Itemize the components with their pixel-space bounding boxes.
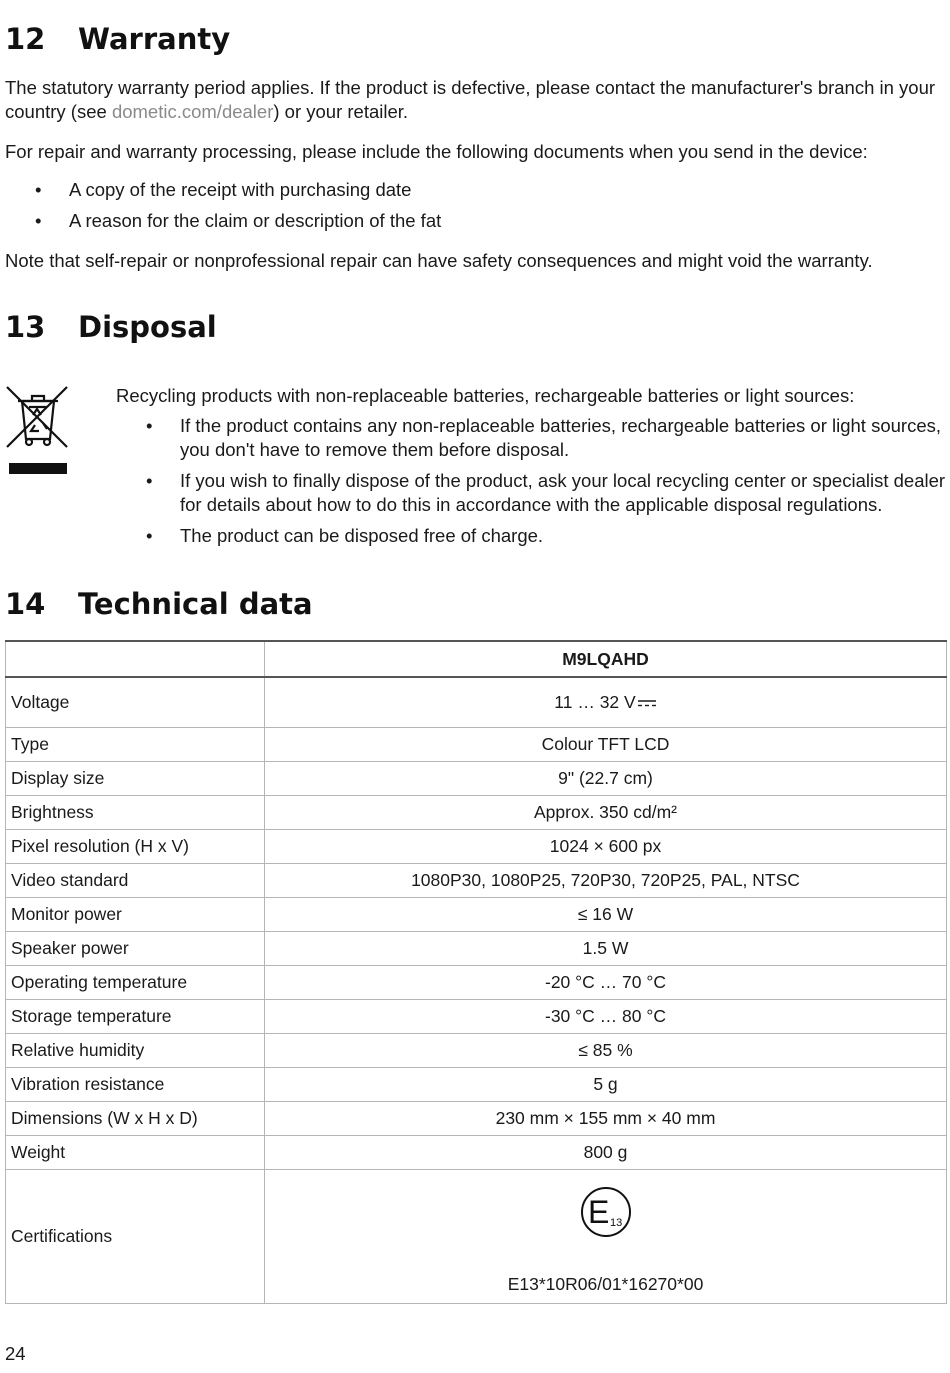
list-item: • If you wish to finally dispose of the product, ask your local recycling center or specialist dealer for details about how to do this in accordance with the applicable disposal regulations. — [116, 469, 950, 517]
header-empty-cell — [6, 641, 265, 677]
table-row — [6, 796, 947, 830]
row-value: Colour TFT LCD — [265, 728, 947, 762]
row-value: 800 g — [265, 1136, 947, 1170]
table-row — [6, 966, 947, 1000]
table-row — [6, 1102, 947, 1136]
row-value — [265, 1170, 947, 1304]
table-row — [6, 1136, 947, 1170]
dc-symbol-icon — [637, 698, 657, 708]
technical-data-table — [5, 640, 947, 1304]
row-label: Display size — [6, 762, 265, 796]
row-value: 1024 × 600 px — [265, 830, 947, 864]
warranty-paragraph-1 — [5, 76, 940, 124]
row-label: Type — [6, 728, 265, 762]
certification-code: E13*10R06/01*16270*00 — [507, 1274, 704, 1294]
section-number: 12 — [5, 22, 46, 56]
section-title: Warranty — [78, 22, 231, 56]
list-item: • A copy of the receipt with purchasing date — [5, 178, 905, 202]
table-row — [6, 898, 947, 932]
row-value: 5 g — [265, 1068, 947, 1102]
row-label: Brightness — [6, 796, 265, 830]
row-label: Relative humidity — [6, 1034, 265, 1068]
e-mark-certification-icon — [580, 1186, 632, 1238]
list-item: • The product can be disposed free of charge. — [116, 524, 950, 548]
row-value: ≤ 85 % — [265, 1034, 947, 1068]
section-heading-disposal — [5, 310, 217, 344]
row-value: 1080P30, 1080P25, 720P30, 720P25, PAL, NTSC — [265, 864, 947, 898]
table-row — [6, 830, 947, 864]
paragraph-text: The statutory warranty period applies. If the product is defective, please contact the manufacturer's branch in your country (see — [5, 77, 936, 122]
weee-crossed-bin-icon — [5, 385, 71, 477]
row-label: Monitor power — [6, 898, 265, 932]
disposal-list — [116, 414, 950, 555]
row-label: Operating temperature — [6, 966, 265, 1000]
row-value: 9" (22.7 cm) — [265, 762, 947, 796]
row-value: 230 mm × 155 mm × 40 mm — [265, 1102, 947, 1136]
section-number: 14 — [5, 587, 46, 621]
section-heading-warranty — [5, 22, 230, 56]
table-header-row — [6, 641, 947, 677]
row-value: ≤ 16 W — [265, 898, 947, 932]
page-number: 24 — [5, 1343, 26, 1364]
table-row — [6, 1170, 947, 1304]
section-heading-technical-data — [5, 587, 313, 621]
disposal-intro: Recycling products with non-replaceable batteries, rechargeable batteries or light sources: — [116, 385, 855, 406]
warranty-paragraph-2: For repair and warranty processing, please include the following documents when you send in the device: — [5, 141, 868, 162]
voltage-value: 11 … 32 V — [554, 692, 636, 712]
dealer-link[interactable]: dometic.com/dealer — [111, 101, 274, 122]
row-label: Pixel resolution (H x V) — [6, 830, 265, 864]
row-label: Video standard — [6, 864, 265, 898]
row-label: Storage temperature — [6, 1000, 265, 1034]
row-value: 1.5 W — [265, 932, 947, 966]
warranty-document-list — [5, 178, 905, 233]
paragraph-text: ) or your retailer. — [273, 101, 409, 122]
table-row — [6, 762, 947, 796]
table-row — [6, 1000, 947, 1034]
row-value: -20 °C … 70 °C — [265, 966, 947, 1000]
list-item: • A reason for the claim or description of the fat — [5, 209, 905, 233]
row-label: Weight — [6, 1136, 265, 1170]
row-label: Vibration resistance — [6, 1068, 265, 1102]
row-value — [265, 677, 947, 728]
section-title: Technical data — [78, 587, 313, 621]
section-title: Disposal — [78, 310, 217, 344]
list-item: • If the product contains any non-replaceable batteries, rechargeable batteries or light sources, you don't have to remove them before disposal. — [116, 414, 950, 462]
row-label: Dimensions (W x H x D) — [6, 1102, 265, 1136]
table-row — [6, 728, 947, 762]
table-row — [6, 677, 947, 728]
row-value: -30 °C … 80 °C — [265, 1000, 947, 1034]
model-header: M9LQAHD — [265, 641, 947, 677]
table-row — [6, 932, 947, 966]
row-value: Approx. 350 cd/m² — [265, 796, 947, 830]
e-mark-letter: E — [587, 1194, 609, 1230]
row-label: Speaker power — [6, 932, 265, 966]
warranty-note: Note that self-repair or nonprofessional repair can have safety consequences and might void the warranty. — [5, 250, 873, 271]
row-label: Voltage — [6, 677, 265, 728]
e-mark-number: 13 — [609, 1217, 622, 1229]
table-row — [6, 864, 947, 898]
section-number: 13 — [5, 310, 46, 344]
table-row — [6, 1068, 947, 1102]
row-label: Certifications — [6, 1170, 265, 1304]
table-row — [6, 1034, 947, 1068]
